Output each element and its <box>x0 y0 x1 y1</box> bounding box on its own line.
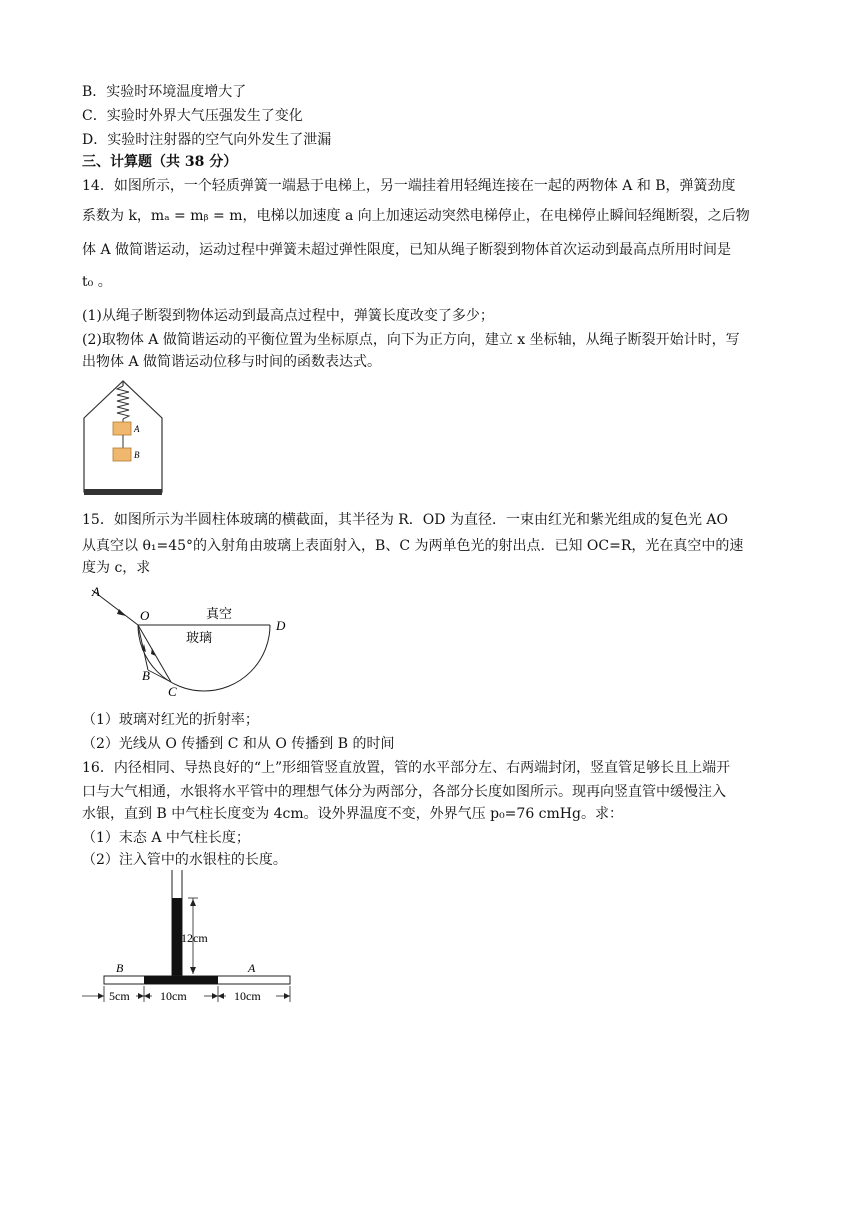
label-c: C <box>168 684 177 699</box>
dim-mid: 10cm <box>160 989 187 1003</box>
q15-line1: 15．如图所示为半圆柱体玻璃的横截面，其半径为 R．OD 为直径．一束由红光和紫光组成的复色光 AO <box>82 512 728 528</box>
q15-sub1: （1）玻璃对红光的折射率； <box>82 712 259 728</box>
label-glass: 玻璃 <box>186 630 213 645</box>
q14-elevator-figure <box>80 378 166 500</box>
label-d: D <box>276 618 286 633</box>
label-a: A <box>248 961 256 975</box>
q16-sub2: （2）注入管中的水银柱的长度。 <box>82 852 287 868</box>
spring-icon <box>117 386 129 419</box>
q14-line4: t₀ 。 <box>82 274 112 290</box>
q14-sub2a: (2)取物体 A 做简谐运动的平衡位置为坐标原点，向下为正方向，建立 x 坐标轴，从绳子断裂开始计时，写 <box>82 332 740 348</box>
dim-vertical: 12cm <box>181 931 208 945</box>
block-b <box>113 448 131 461</box>
q16-line2: 口与大气相通，水银将水平管中的理想气体分为两部分，各部分长度如图所示。现再向竖直管中缓慢注入 <box>82 784 726 800</box>
label-block-b: B <box>134 450 140 460</box>
label-o: O <box>140 608 150 623</box>
mercury-horizontal <box>144 976 218 984</box>
q14-line1: 14．如图所示，一个轻质弹簧一端悬于电梯上，另一端挂着用轻绳连接在一起的两物体 A 和 B，弹簧劲度 <box>82 178 736 194</box>
label-b: B <box>116 961 124 975</box>
dim-left: 5cm <box>109 989 130 1003</box>
label-block-a: A <box>134 424 140 434</box>
q14-line3: 体 A 做简谐运动，运动过程中弹簧未超过弹性限度，已知从绳子断裂到物体首次运动到最高点所用时间是 <box>82 242 732 258</box>
q15-glass-figure <box>82 580 302 704</box>
option-c: C．实验时外界大气压强发生了变化 <box>82 108 303 124</box>
section-header: 三、计算题（共 38 分） <box>82 154 238 170</box>
label-b: B <box>142 668 150 683</box>
q15-line2: 从真空以 θ₁=45°的入射角由玻璃上表面射入，B、C 为两单色光的射出点．已知 OC=R，光在真空中的速 <box>82 538 744 554</box>
label-a: A <box>92 584 100 599</box>
option-b: B．实验时环境温度增大了 <box>82 84 247 100</box>
q14-sub1: (1)从绳子断裂到物体运动到最高点过程中，弹簧长度改变了多少； <box>82 308 494 324</box>
option-d: D．实验时注射器的空气向外发生了泄漏 <box>82 132 332 148</box>
q14-sub2b: 出物体 A 做简谐运动位移与时间的函数表达式。 <box>82 354 382 370</box>
q15-line3: 度为 c，求 <box>82 560 151 576</box>
label-vacuum: 真空 <box>206 606 233 621</box>
q16-line3: 水银，直到 B 中气柱长度变为 4cm。设外界温度不变，外界气压 p₀=76 cmHg。求： <box>82 806 623 822</box>
q16-sub1: （1）末态 A 中气柱长度； <box>82 830 250 846</box>
q14-line2: 系数为 k，mₐ = mᵦ = m，电梯以加速度 a 向上加速运动突然电梯停止，在电梯停止瞬间轻绳断裂，之后物 <box>82 208 750 224</box>
q16-line1: 16．内径相同、导热良好的“上”形细管竖直放置，管的水平部分左、右两端封闭，竖直管足够长且上端开 <box>82 760 731 776</box>
q15-sub2: （2）光线从 O 传播到 C 和从 O 传播到 B 的时间 <box>82 736 395 752</box>
dim-right: 10cm <box>234 989 261 1003</box>
block-a <box>113 422 131 435</box>
q16-tube-figure <box>80 870 300 1006</box>
